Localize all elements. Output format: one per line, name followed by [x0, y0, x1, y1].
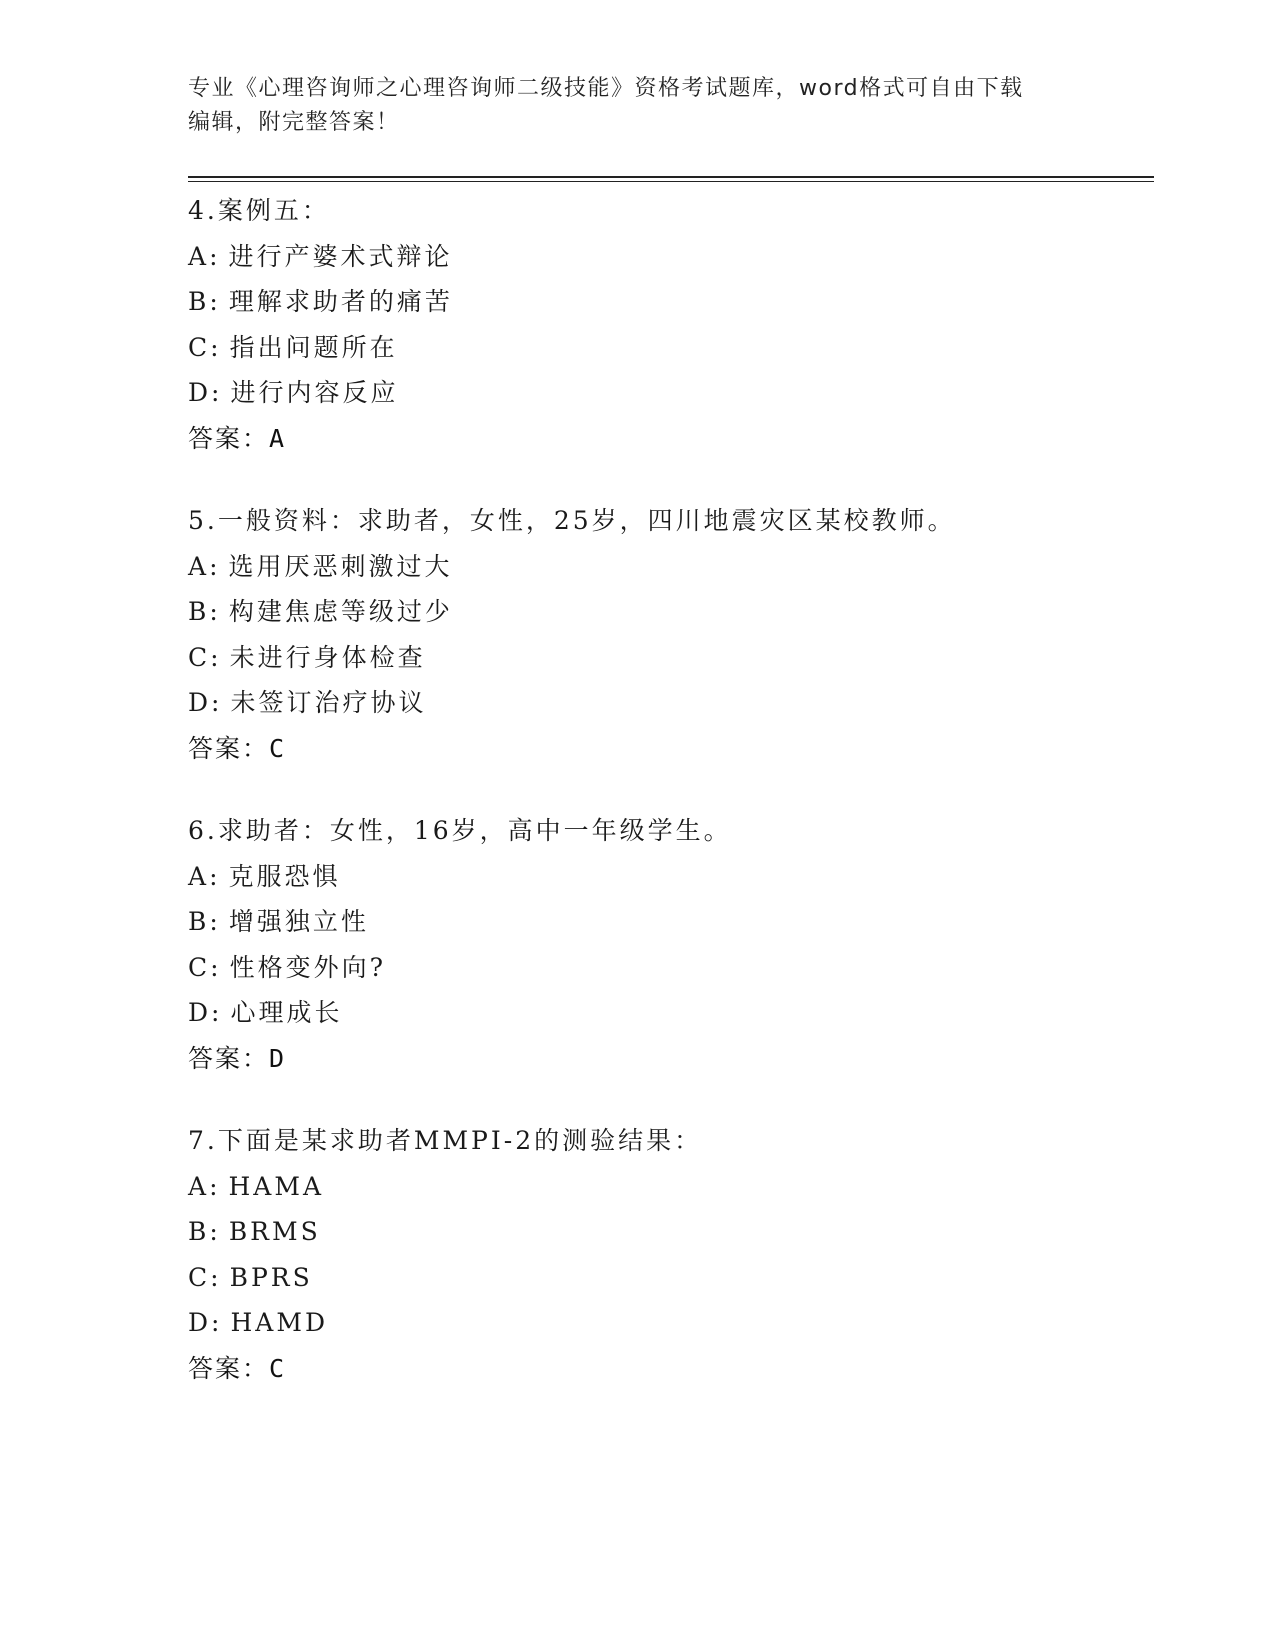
- option-text: 心理成长: [230, 998, 343, 1027]
- option-separator: :: [209, 241, 221, 271]
- option-separator: :: [211, 688, 223, 717]
- question-7: [188, 1118, 1154, 1391]
- option-d: [188, 990, 1154, 1036]
- option-letter: D: [188, 998, 212, 1027]
- option-a: [188, 1164, 1154, 1210]
- question-stem: 4.案例五：: [188, 196, 330, 225]
- option-letter: D: [188, 688, 212, 717]
- answer-label: 答案：: [188, 423, 270, 453]
- option-letter: B: [188, 1217, 210, 1246]
- option-text: 性格变外向?: [229, 952, 386, 982]
- option-text: HAMD: [230, 1308, 328, 1337]
- header-line-1: 专业《心理咨询师之心理咨询师二级技能》资格考试题库，word格式可自由下载: [188, 76, 1024, 101]
- option-letter: A: [188, 861, 210, 891]
- answer-value: C: [269, 1353, 287, 1383]
- option-separator: :: [210, 952, 222, 982]
- option-b: [188, 899, 1154, 945]
- option-text: 未签订治疗协议: [230, 688, 427, 717]
- answer-label: 答案：: [188, 733, 270, 763]
- option-letter: C: [188, 332, 211, 362]
- option-separator: :: [209, 907, 221, 936]
- option-b: [188, 279, 1154, 325]
- answer-value: D: [269, 1043, 287, 1073]
- option-separator: :: [211, 378, 223, 407]
- option-separator: :: [210, 642, 222, 672]
- option-letter: C: [188, 642, 211, 672]
- option-text: BRMS: [228, 1217, 321, 1246]
- question-stem: 7.下面是某求助者MMPI-2的测验结果：: [188, 1126, 703, 1155]
- option-letter: A: [188, 1171, 210, 1201]
- option-separator: :: [209, 1171, 221, 1201]
- option-separator: :: [211, 998, 223, 1027]
- option-separator: :: [209, 551, 221, 581]
- option-letter: C: [188, 1262, 211, 1292]
- option-separator: :: [209, 861, 221, 891]
- option-a: [188, 854, 1154, 900]
- option-b: [188, 589, 1154, 635]
- option-d: [188, 1300, 1154, 1346]
- option-separator: :: [209, 597, 221, 626]
- option-letter: A: [188, 551, 210, 581]
- answer-line: [188, 1036, 1154, 1082]
- option-a: [188, 544, 1154, 590]
- option-c: [188, 635, 1154, 681]
- option-text: 指出问题所在: [229, 332, 398, 362]
- question-6: [188, 808, 1154, 1081]
- answer-label: 答案：: [188, 1043, 270, 1073]
- option-c: [188, 945, 1154, 991]
- option-text: 选用厌恶刺激过大: [228, 551, 453, 581]
- option-text: 进行内容反应: [230, 378, 399, 407]
- answer-label: 答案：: [188, 1353, 270, 1383]
- option-c: [188, 325, 1154, 371]
- option-separator: :: [210, 332, 222, 362]
- header-divider-thick: [188, 176, 1154, 178]
- option-d: [188, 680, 1154, 726]
- option-separator: :: [211, 1308, 223, 1337]
- question-stem: 5.一般资料：求助者，女性，25岁，四川地震灾区某校教师。: [188, 506, 956, 535]
- option-text: 构建焦虑等级过少: [228, 597, 453, 626]
- option-text: 进行产婆术式辩论: [228, 241, 453, 271]
- option-separator: :: [209, 287, 221, 316]
- option-text: HAMA: [228, 1171, 325, 1201]
- option-text: 理解求助者的痛苦: [228, 287, 453, 316]
- question-4: [188, 188, 1154, 461]
- answer-value: A: [269, 423, 287, 453]
- option-separator: :: [210, 1262, 222, 1292]
- option-text: 克服恐惧: [228, 861, 341, 891]
- option-a: [188, 234, 1154, 280]
- option-letter: B: [188, 597, 210, 626]
- option-letter: C: [188, 952, 211, 982]
- option-letter: D: [188, 1308, 212, 1337]
- option-text: 未进行身体检查: [229, 642, 426, 672]
- option-text: 增强独立性: [228, 907, 369, 936]
- document-header: [188, 72, 1088, 140]
- answer-value: C: [269, 733, 287, 763]
- option-letter: B: [188, 287, 210, 316]
- option-letter: D: [188, 378, 212, 407]
- header-divider-thin: [188, 181, 1154, 182]
- option-b: [188, 1209, 1154, 1255]
- question-list: [188, 188, 1154, 1428]
- question-5: [188, 498, 1154, 771]
- option-separator: :: [209, 1217, 221, 1246]
- option-text: BPRS: [229, 1262, 313, 1292]
- answer-line: [188, 416, 1154, 462]
- header-line-2: 编辑，附完整答案！: [188, 110, 400, 135]
- answer-line: [188, 1346, 1154, 1392]
- answer-line: [188, 726, 1154, 772]
- option-d: [188, 370, 1154, 416]
- option-letter: B: [188, 907, 210, 936]
- option-c: [188, 1255, 1154, 1301]
- question-stem: 6.求助者：女性，16岁，高中一年级学生。: [188, 816, 732, 845]
- option-letter: A: [188, 241, 210, 271]
